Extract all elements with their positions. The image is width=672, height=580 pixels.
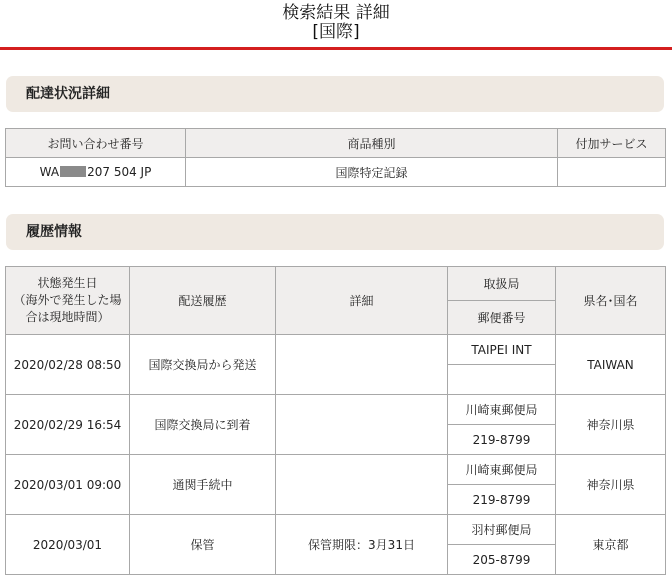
history-header-row-1 [6, 267, 666, 301]
date-cell: 2020/02/29 16:54 [6, 395, 130, 455]
history-cell: 通関手続中 [130, 455, 276, 515]
column-header-history: 配送履歴 [130, 267, 276, 335]
delivery-status-table [5, 128, 666, 187]
date-cell: 2020/03/01 09:00 [6, 455, 130, 515]
redacted-block [60, 166, 86, 177]
postal-code-cell: 219-8799 [448, 425, 556, 455]
history-table [5, 266, 666, 575]
date-cell: 2020/03/01 [6, 515, 130, 575]
history-cell: 国際交換局から発送 [130, 335, 276, 395]
region-cell: 東京都 [556, 515, 666, 575]
details-cell [276, 455, 448, 515]
table-row [6, 515, 666, 545]
column-header-region: 県名･国名 [556, 267, 666, 335]
additional-service-cell [558, 158, 666, 187]
tracking-prefix: WA [39, 165, 60, 179]
details-cell [276, 395, 448, 455]
column-header-office: 取扱局 [448, 267, 556, 301]
table-row [6, 395, 666, 425]
delivery-status-heading: 配達状況詳細 [6, 76, 664, 112]
details-cell: 保管期限：3月31日 [276, 515, 448, 575]
column-header-postal-code: 郵便番号 [448, 301, 556, 335]
column-header-details: 詳細 [276, 267, 448, 335]
column-header-additional-service: 付加サービス [558, 129, 666, 158]
postal-code-cell: 219-8799 [448, 485, 556, 515]
region-cell: 神奈川県 [556, 455, 666, 515]
table-row [6, 335, 666, 365]
page-title-line2: [国際] [312, 22, 360, 42]
page-title [0, 0, 672, 42]
column-header-date [6, 267, 130, 335]
date-header-line1: 状態発生日 [37, 276, 98, 290]
delivery-header-row [6, 129, 666, 158]
date-cell: 2020/02/28 08:50 [6, 335, 130, 395]
office-cell: TAIPEI INT [448, 335, 556, 365]
table-row [6, 455, 666, 485]
postal-code-cell: 205-8799 [448, 545, 556, 575]
date-header-line2: （海外で発生した場 [13, 293, 122, 307]
history-cell: 国際交換局に到着 [130, 395, 276, 455]
region-cell: 神奈川県 [556, 395, 666, 455]
date-header-line3: 合は現地時間） [25, 310, 110, 324]
column-header-inquiry-number: お問い合わせ番号 [6, 129, 186, 158]
column-header-item-type: 商品種別 [186, 129, 558, 158]
postal-code-cell [448, 365, 556, 395]
office-cell: 羽村郵便局 [448, 515, 556, 545]
header-divider [0, 47, 672, 50]
office-cell: 川崎東郵便局 [448, 455, 556, 485]
page-header [0, 0, 672, 52]
region-cell: TAIWAN [556, 335, 666, 395]
item-type-cell: 国際特定記録 [186, 158, 558, 187]
page-title-line1: 検索結果 詳細 [282, 3, 390, 23]
details-cell [276, 335, 448, 395]
office-cell: 川崎東郵便局 [448, 395, 556, 425]
history-cell: 保管 [130, 515, 276, 575]
tracking-suffix: 207 504 JP [87, 165, 152, 179]
delivery-data-row [6, 158, 666, 187]
tracking-number-cell[interactable] [6, 158, 186, 187]
history-info-heading: 履歴情報 [6, 214, 664, 250]
